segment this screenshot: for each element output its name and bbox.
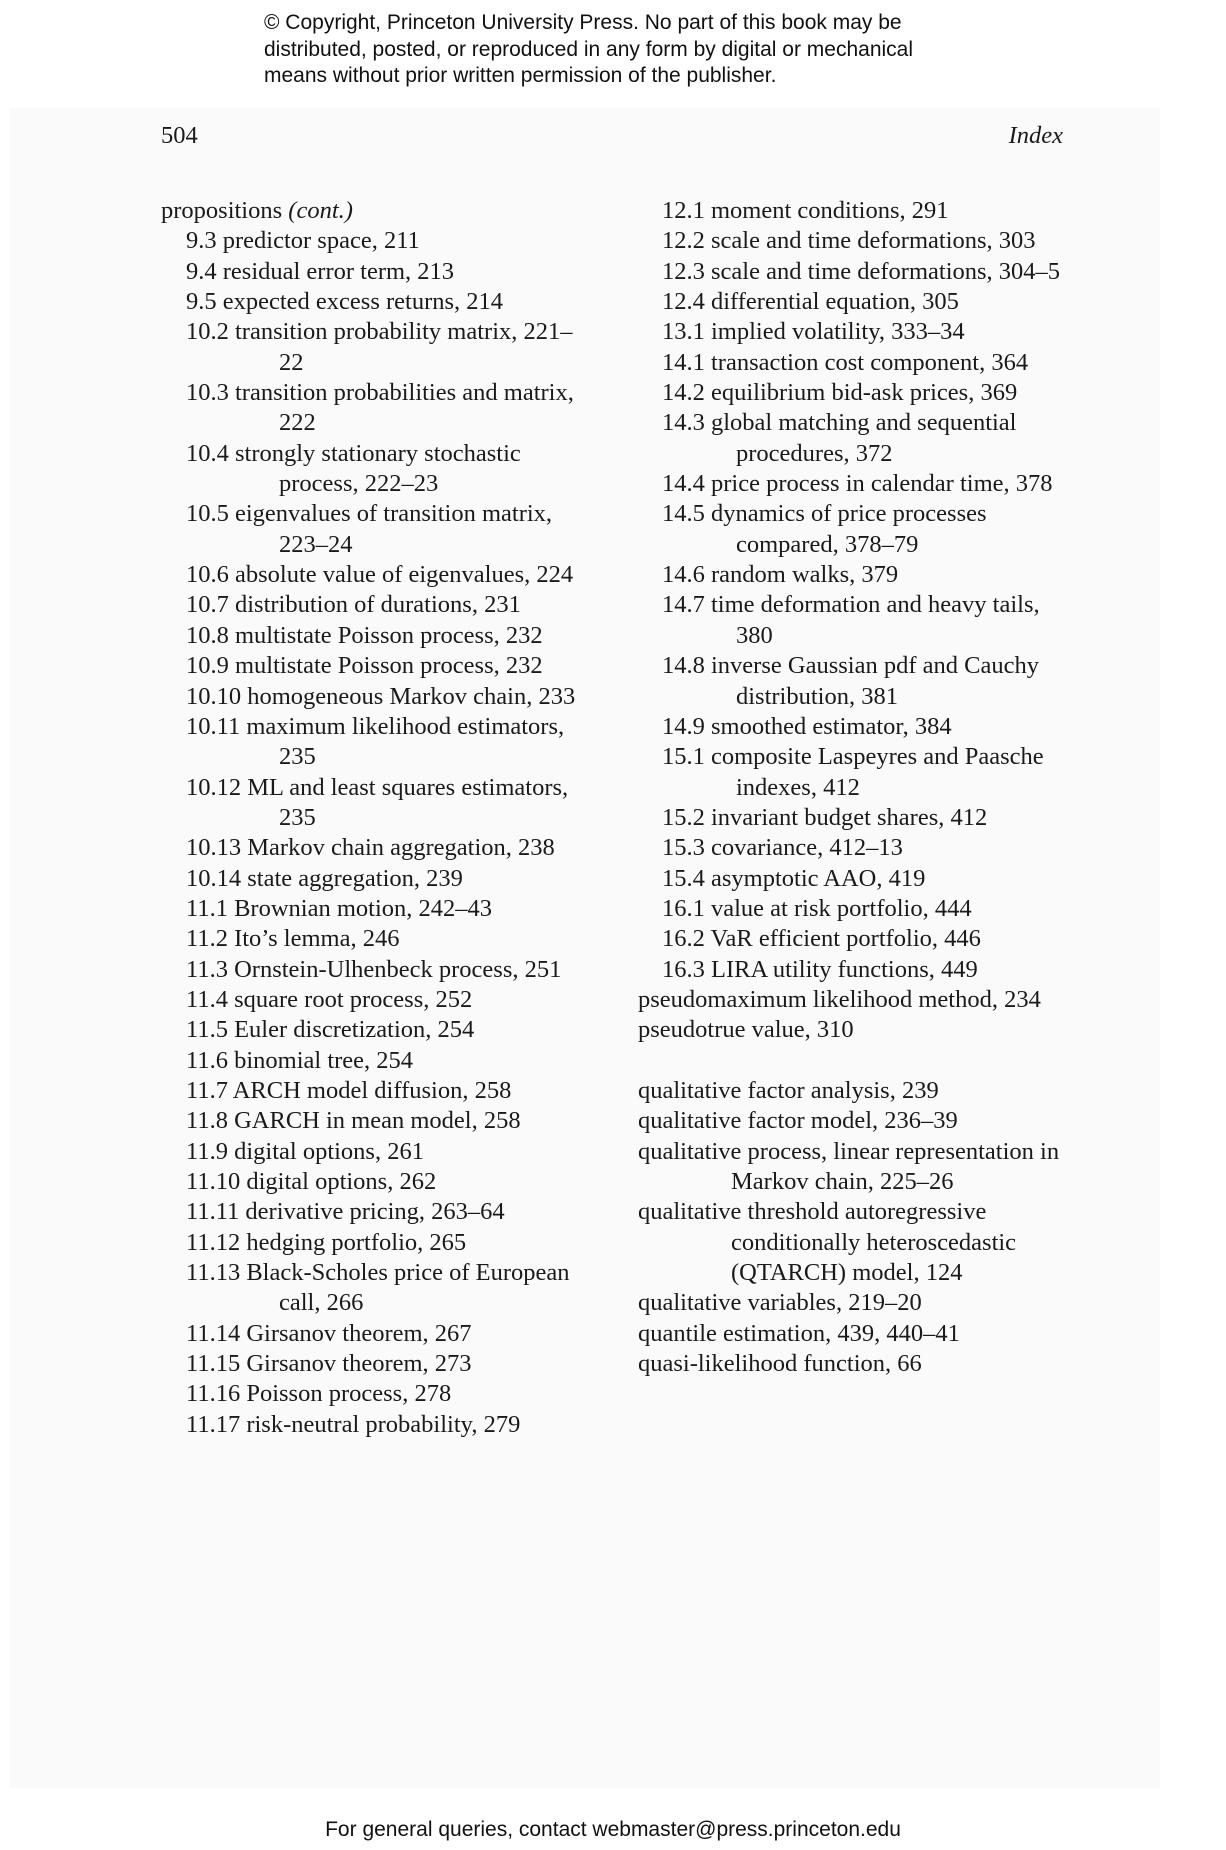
index-subentry: 15.4 asymptotic AAO, 419 [662,864,926,892]
q-entry-list [638,1076,1068,1379]
index-subentry: 14.4 price process in calendar time, 378 [662,470,1053,498]
index-subentry: 14.9 smoothed estimator, 384 [662,712,952,740]
index-subentry: 11.10 digital options, 262 [186,1168,437,1195]
index-subentry: 10.3 transition probabilities and matrix, 222 [186,379,574,437]
index-subentry: 16.1 value at risk portfolio, 444 [662,894,972,922]
right-subentry-list [638,196,1068,985]
index-subentry: 11.9 digital options, 261 [186,1137,424,1165]
index-subentry: 11.16 Poisson process, 278 [186,1380,452,1408]
letter-group-gap [638,1046,1068,1076]
index-subentry: 11.5 Euler discretization, 254 [186,1016,475,1044]
index-subentry: 10.13 Markov chain aggregation, 238 [186,834,555,862]
index-subentry: 10.7 distribution of durations, 231 [186,591,521,619]
index-entry: quantile estimation, 439, 440–41 [638,1319,960,1347]
index-subentry: 14.6 random walks, 379 [662,561,899,589]
index-subentry: 9.4 residual error term, 213 [186,257,455,285]
index-subentry: 10.8 multistate Poisson process, 232 [186,621,543,649]
index-subentry: 10.14 state aggregation, 239 [186,864,463,892]
index-subentry: 11.2 Ito’s lemma, 246 [186,925,400,953]
index-entry: pseudotrue value, 310 [638,1016,854,1044]
index-subentry: 14.8 inverse Gaussian pdf and Cauchy distribution, 381 [662,652,1039,710]
index-entry: pseudomaximum likelihood method, 234 [638,985,1041,1013]
copyright-line: distributed, posted, or reproduced in any form by digital or mechanical [264,37,914,61]
index-subentry: 11.4 square root process, 252 [186,985,473,1013]
index-subentry: 15.3 covariance, 412–13 [662,834,903,862]
index-subentry: 10.2 transition probability matrix, 221–22 [186,318,573,376]
index-subentry: 10.11 maximum likelihood estimators, 235 [186,712,565,771]
index-subentry: 10.4 strongly stationary stochastic process, 222–23 [186,439,521,498]
index-column-right [638,196,1068,1379]
index-entry: qualitative variables, 219–20 [638,1289,922,1317]
index-subentry: 16.2 VaR efficient portfolio, 446 [662,925,981,953]
index-subentry: 11.15 Girsanov theorem, 273 [186,1350,472,1378]
index-subentry: 14.3 global matching and sequential procedures, 372 [662,409,1017,467]
index-subentry: 11.1 Brownian motion, 242–43 [186,894,493,922]
index-subentry: 15.1 composite Laspeyres and Paasche indexes, 412 [662,743,1044,801]
index-subentry: 11.3 Ornstein-Ulhenbeck process, 251 [186,955,562,983]
index-entry: qualitative factor analysis, 239 [638,1076,939,1104]
index-subentry: 11.17 risk-neutral probability, 279 [186,1410,521,1438]
index-subentry: 11.13 Black-Scholes price of European call, 266 [186,1259,570,1317]
index-subentry: 12.4 differential equation, 305 [662,288,959,316]
index-subentry: 10.12 ML and least squares estimators, 235 [186,773,569,831]
index-subentry: 12.1 moment conditions, 291 [662,197,949,224]
index-subentry: 10.6 absolute value of eigenvalues, 224 [186,561,574,589]
running-title: Index [1008,122,1063,149]
index-subentry: 16.3 LIRA utility functions, 449 [662,955,978,983]
index-subentry: 14.1 transaction cost component, 364 [662,348,1029,376]
index-subentry: 12.3 scale and time deformations, 304–5 [662,257,1061,285]
index-subentry: 11.11 derivative pricing, 263–64 [186,1198,505,1226]
p-entry-list [638,985,1068,1046]
index-subentry: 14.2 equilibrium bid-ask prices, 369 [662,379,1018,407]
index-column-left [161,196,591,1440]
copyright-line: © Copyright, Princeton University Press. No part of this book may be [264,11,902,34]
index-subentry: 13.1 implied volatility, 333–34 [662,318,965,346]
index-subentry: 11.6 binomial tree, 254 [186,1046,414,1074]
footer-contact: For general queries, contact webmaster@press.princeton.edu [325,1818,901,1841]
index-subentry: 11.7 ARCH model diffusion, 258 [186,1076,512,1104]
index-subentry: 14.5 dynamics of price processes compared, 378–79 [662,500,987,558]
index-heading-text: propositions [161,197,289,224]
index-subentry: 11.14 Girsanov theorem, 267 [186,1319,472,1347]
index-heading [161,196,591,226]
copyright-line: means without prior written permission of the publisher. [264,64,777,87]
index-subentry: 9.5 expected excess returns, 214 [186,288,504,316]
page-number: 504 [161,122,198,149]
index-entry: quasi-likelihood function, 66 [638,1350,922,1378]
index-subentry: 11.12 hedging portfolio, 265 [186,1228,467,1256]
index-subentry: 11.8 GARCH in mean model, 258 [186,1107,521,1135]
index-subentry: 12.2 scale and time deformations, 303 [662,227,1036,255]
index-subentry: 10.10 homogeneous Markov chain, 233 [186,682,576,710]
left-subentry-list [161,226,591,1440]
index-subentry: 10.9 multistate Poisson process, 232 [186,652,543,680]
index-subentry: 9.3 predictor space, 211 [186,227,420,255]
index-subentry: 15.2 invariant budget shares, 412 [662,803,988,831]
copyright-notice [264,10,984,90]
index-subentry: 10.5 eigenvalues of transition matrix, 223–24 [186,500,553,558]
index-entry: qualitative process, linear representation in Markov chain, 225–26 [638,1137,1060,1195]
index-entry: qualitative factor model, 236–39 [638,1107,958,1135]
index-subentry: 14.7 time deformation and heavy tails, 380 [662,591,1040,649]
index-entry: qualitative threshold autoregressive conditionally heteroscedastic (QTARCH) model, 124 [638,1198,1017,1287]
continued-marker: (cont.) [288,197,353,224]
